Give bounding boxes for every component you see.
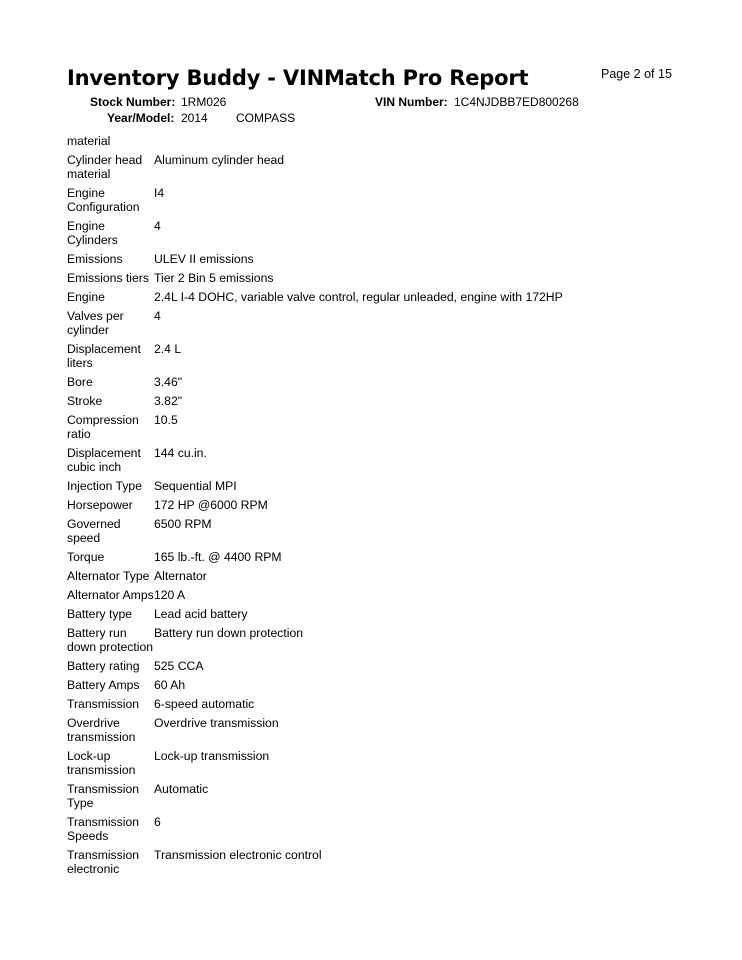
spec-row [67,813,667,846]
spec-label: Transmission [67,697,140,711]
spec-row [67,250,667,269]
spec-label: Engine Cylinders [67,219,118,247]
spec-row [67,444,667,477]
vin-value: 1C4NJDBB7ED800268 [454,95,579,109]
spec-row [67,184,667,217]
spec-value: Sequential MPI [154,479,237,493]
vin-label: VIN Number: [375,95,448,109]
spec-label: Transmission Speeds [67,815,140,843]
spec-label: Lock-up transmission [67,749,136,777]
spec-row [67,496,667,515]
spec-label: Stroke [67,394,103,408]
spec-label: Compression ratio [67,413,139,441]
spec-row [67,373,667,392]
spec-value: 2.4L I-4 DOHC, variable valve control, regular unleaded, engine with 172HP [154,290,563,304]
spec-label: Displacement cubic inch [67,446,141,474]
spec-row [67,307,667,340]
spec-row [67,288,667,307]
spec-label: Alternator Amps [67,588,154,602]
page-number: Page 2 of 15 [601,67,672,81]
spec-value: 4 [154,219,161,233]
spec-row [67,340,667,373]
spec-value: 6-speed automatic [154,697,255,711]
spec-value: 4 [154,309,161,323]
year-value: 2014 [181,111,208,125]
report-title: Inventory Buddy - VINMatch Pro Report [67,66,529,90]
stock-number-value: 1RM026 [181,95,227,109]
spec-value: 10.5 [154,413,178,427]
spec-row [67,151,667,184]
spec-label: Battery Amps [67,678,140,692]
spec-row [67,567,667,586]
spec-label: Torque [67,550,105,564]
spec-value [154,134,667,148]
spec-value: 3.46" [154,375,183,389]
spec-row [67,217,667,250]
spec-value: 144 cu.in. [154,446,207,460]
spec-value: Tier 2 Bin 5 emissions [154,271,274,285]
spec-row [67,132,667,151]
spec-value: Battery run down protection [154,626,304,640]
stock-number-label: Stock Number: [90,95,176,109]
spec-label: Engine [67,290,105,304]
spec-label: Overdrive transmission [67,716,136,744]
spec-value: 525 CCA [154,659,204,673]
spec-label: Emissions [67,252,123,266]
spec-row [67,269,667,288]
spec-row [67,605,667,624]
spec-label: Emissions tiers [67,271,149,285]
spec-value: 6500 RPM [154,517,212,531]
spec-label: Engine Configuration [67,186,140,214]
spec-row [67,515,667,548]
spec-row [67,780,667,813]
spec-label: Injection Type [67,479,142,493]
spec-value: Transmission electronic control [154,848,322,862]
spec-value: 120 A [154,588,186,602]
spec-label: Bore [67,375,93,389]
spec-value: Alternator [154,569,207,583]
spec-value: 3.82" [154,394,183,408]
spec-row [67,411,667,444]
spec-row [67,714,667,747]
spec-label: Horsepower [67,498,133,512]
spec-row [67,548,667,567]
spec-value: I4 [154,186,165,200]
spec-label: Transmission Type [67,782,140,810]
spec-value: 2.4 L [154,342,182,356]
spec-value: ULEV II emissions [154,252,254,266]
spec-value: Lead acid battery [154,607,248,621]
spec-label: Battery type [67,607,133,621]
spec-label: Battery rating [67,659,140,673]
spec-row [67,676,667,695]
spec-row [67,392,667,411]
model-value: COMPASS [236,111,296,125]
spec-row [67,846,667,879]
spec-value: 172 HP @6000 RPM [154,498,268,512]
spec-value: 165 lb.-ft. @ 4400 RPM [154,550,282,564]
spec-label: Battery run down protection [67,626,154,654]
spec-value: Lock-up transmission [154,749,270,763]
spec-value: Overdrive transmission [154,716,279,730]
spec-value: Aluminum cylinder head [154,153,285,167]
spec-row [67,695,667,714]
spec-row [67,624,667,657]
spec-value: 60 Ah [154,678,186,692]
spec-label: Governed speed [67,517,121,545]
spec-row [67,747,667,780]
spec-label: Valves per cylinder [67,309,124,337]
spec-label: Alternator Type [67,569,150,583]
spec-value: 6 [154,815,161,829]
spec-row [67,586,667,605]
spec-label: Cylinder head material [67,153,143,181]
spec-row [67,657,667,676]
spec-label: Transmission electronic [67,848,140,876]
year-model-label: Year/Model: [107,111,175,125]
spec-label: Displacement liters [67,342,141,370]
spec-value: Automatic [154,782,209,796]
spec-row [67,477,667,496]
spec-label: material [67,134,111,148]
spec-table [67,132,667,879]
